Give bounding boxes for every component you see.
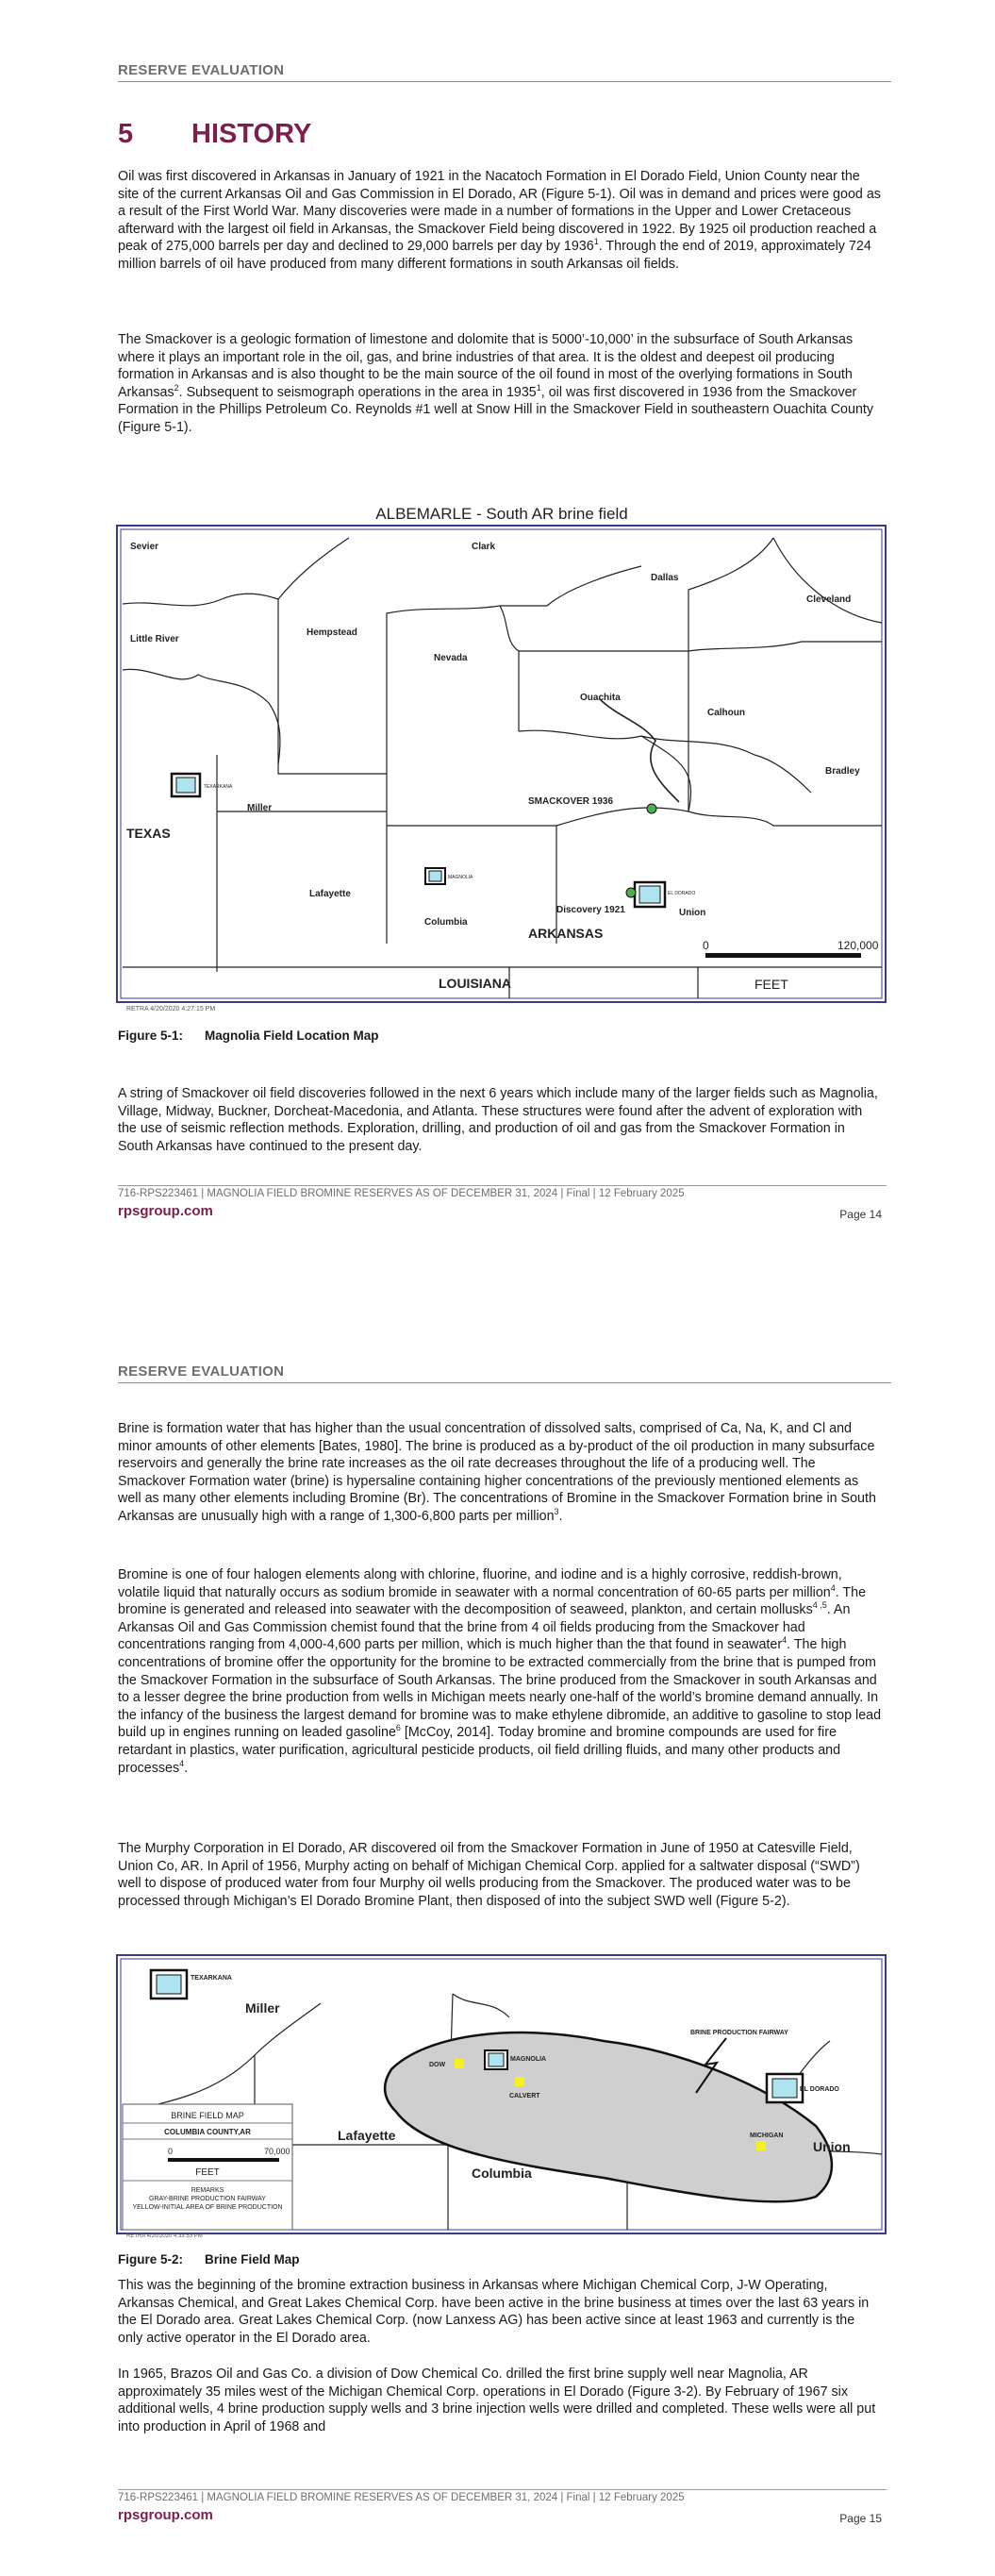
- footer-site-link[interactable]: rpsgroup.com: [118, 1203, 213, 1219]
- svg-text:EL DORADO: EL DORADO: [800, 2086, 839, 2093]
- county-label: Nevada: [434, 653, 468, 663]
- footer-reference: 716-RPS223461 | MAGNOLIA FIELD BROMINE RESERVES AS OF DECEMBER 31, 2024 | Final | 12 February 2025: [118, 1188, 685, 1199]
- svg-text:REMARKS: REMARKS: [191, 2187, 224, 2194]
- county-label: Miller: [245, 2000, 280, 2016]
- county-label: Lafayette: [309, 889, 351, 899]
- brine-map-legend: [123, 2104, 292, 2230]
- svg-text:EL DORADO: EL DORADO: [668, 891, 696, 896]
- county-label: Sevier: [130, 542, 159, 552]
- map-title: ALBEMARLE - South AR brine field: [375, 505, 628, 523]
- state-label: ARKANSAS: [528, 926, 604, 941]
- michigan-point-icon: [756, 2141, 766, 2150]
- page-header: RESERVE EVALUATION: [118, 62, 891, 82]
- section-title: HISTORY: [191, 119, 312, 149]
- county-label: Miller: [247, 803, 273, 813]
- discovery-1921-label: Discovery 1921: [556, 905, 625, 915]
- county-label: Clark: [472, 542, 496, 552]
- svg-text:CALVERT: CALVERT: [509, 2093, 540, 2099]
- dow-point-icon: [455, 2059, 464, 2068]
- svg-text:BRINE FIELD MAP: BRINE FIELD MAP: [171, 2111, 244, 2120]
- paragraph-extraction-business: This was the beginning of the bromine extraction business in Arkansas where Michigan Chemical Corp, J-W Operating, Arkansas Chemical, and Great Lakes Chemical Corp. have been active in the brine business at times over the last 63 years in the El Dorado area. Great Lakes Chemical Corp. (now Lanxess AG) has been active since at least 1963 and currently is the only active operator in the El Dorado area.: [118, 2278, 870, 2346]
- brine-field-map: [113, 1951, 891, 2239]
- svg-text:70,000: 70,000: [264, 2147, 290, 2156]
- calvert-point-icon: [515, 2077, 524, 2086]
- footer-site-link[interactable]: rpsgroup.com: [118, 2507, 213, 2523]
- smackover-1936-label: SMACKOVER 1936: [528, 796, 614, 807]
- state-label: LOUISIANA: [439, 976, 511, 991]
- county-label: Calhoun: [707, 708, 745, 718]
- svg-text:MICHIGAN: MICHIGAN: [750, 2133, 784, 2139]
- paragraph-dow-1965: In 1965, Brazos Oil and Gas Co. a division of Dow Chemical Co. drilled the first brine supply well near Magnolia, AR approximately 35 miles west of the Michigan Chemical Corp. operations in El Dorado (Figure 3-2). By February of 1967 six additional wells, 4 brine production supply wells and 3 brine injection wells were drilled and completed. These wells were all put into production in April of 1968 and: [118, 2367, 876, 2434]
- paragraph-murphy: The Murphy Corporation in El Dorado, AR discovered oil from the Smackover Formation in June of 1950 at Catesville Field, Union Co, AR. In April of 1956, Murphy acting on behalf of Michigan Chemical Corp. applied for a saltwater disposal (“SWD”) well to dispose of produced water from four Murphy oil wells producing from the Smackover. The produced water was to be processed through Michigan’s El Dorado Bromine Plant, then disposed of into the subject SWD well (Figure 5-2).: [118, 1841, 860, 1909]
- county-label: Union: [813, 2139, 851, 2154]
- map2-stamp: RETRA 4/20/2020 4:33:53 PM: [126, 2233, 203, 2239]
- svg-text:DOW: DOW: [429, 2062, 446, 2068]
- state-label: TEXAS: [126, 826, 171, 841]
- paragraph-oil-discovery: Oil was first discovered in Arkansas in January of 1921 in the Nacatoch Formation in El Dorado Field, Union County near the site of the current Arkansas Oil and Gas Commission in El Dorado, AR (Figure 5-1). Oil was in demand and prices were good as a result of the First World War. Many discoveries were made in a number of formations in the Upper and Lower Cretaceous afterward with the largest oil field in Arkansas, the Smackover Field being discovered in 1922. By 1925 oil production reached a peak of 275,000 barrels per day and declined to 29,000 barrels per day by 1936$^1$. Through the end of 2019, approximately 724 million barrels of oil have produced from many different formations in south Arkansas oil fields.: [118, 169, 881, 272]
- svg-text:MAGNOLIA: MAGNOLIA: [448, 875, 473, 880]
- svg-text:COLUMBIA COUNTY,AR: COLUMBIA COUNTY,AR: [164, 2128, 251, 2136]
- county-label: Hempstead: [307, 627, 357, 638]
- svg-text:0: 0: [168, 2147, 174, 2156]
- map1-stamp: RETRA 4/20/2020 4:27:15 PM: [126, 1006, 216, 1012]
- page-header: RESERVE EVALUATION: [118, 1363, 891, 1383]
- county-label: Ouachita: [580, 693, 621, 703]
- county-label: Union: [679, 908, 706, 918]
- figure-5-1-caption: Figure 5-1: Magnolia Field Location Map: [118, 1029, 379, 1043]
- svg-text:0: 0: [703, 939, 709, 952]
- paragraph-bromine: Bromine is one of four halogen elements along with chlorine, fluorine, and iodine and is a highly corrosive, reddish-brown, volatile liquid that naturally occurs as sodium bromide in seawater with a normal concentration of 60-65 parts per million$^4$. The bromine is generated and released into seawater with the decomposition of seaweed, plankton, and certain mollusks$^{4 ,5}$. An Arkansas Oil and Gas Commission chemist found that the brine from 4 oil fields producing from the Smackover had concentrations ranging from 4,000-4,600 parts per million, which is much higher than the that found in seawater$^4$. The high concentrations of bromine offer the opportunity for the bromine to be extracted commercially from the brine that is pumped from the Smackover Formation in the subsurface of South Arkansas. The brine produced from the Smackover in south Arkansas and to a lesser degree the brine production from wells in Michigan meets nearly one-half of the world’s bromine demand annually. In the infancy of the business the largest demand for bromine was to make ethylene dibromide, an additive to gasoline to stop lead build up in engines running on leaded gasoline$^6$ [McCoy, 2014]. Today bromine and bromine compounds are used for fire retardant in plastics, water purification, agricultural pesticide products, oil field drilling fluids, and many other products and processes$^4$.: [118, 1567, 882, 1776]
- svg-text:TEXARKANA: TEXARKANA: [191, 1975, 232, 1982]
- section-heading: [118, 119, 311, 150]
- svg-text:GRAY-BRINE PRODUCTION FAIRWAY: GRAY-BRINE PRODUCTION FAIRWAY: [149, 2196, 266, 2202]
- magnolia-location-map: [113, 500, 891, 1014]
- paragraph-brine: Brine is formation water that has higher than the usual concentration of dissolved salts, comprised of Ca, Na, K, and Cl and minor amounts of other elements [Bates, 1980]. The brine is produced as a by-product of the oil production in many subsurface reservoirs and generally the brine rate increases as the oil rate decreases throughout the life of a producing well. The Smackover Formation water (brine) is hypersaline containing higher concentrations of the previously mentioned elements as well as many other elements including Bromine (Br). The concentrations of Bromine in the Smackover Formation brine in South Arkansas are unusually high with a range of 1,300-6,800 parts per million$^3$.: [118, 1421, 876, 1524]
- fairway-label: BRINE PRODUCTION FAIRWAY: [690, 2030, 788, 2036]
- footer-reference: 716-RPS223461 | MAGNOLIA FIELD BROMINE RESERVES AS OF DECEMBER 31, 2024 | Final | 12 February 2025: [118, 2492, 685, 2503]
- svg-text:120,000: 120,000: [837, 939, 879, 952]
- county-label: Cleveland: [806, 594, 852, 605]
- svg-text:MAGNOLIA: MAGNOLIA: [510, 2056, 547, 2063]
- paragraph-discoveries: A string of Smackover oil field discoveries followed in the next 6 years which include many of the larger fields such as Magnolia, Village, Midway, Buckner, Dorcheat-Macedonia, and Atlanta. These structures were found after the advent of exploration with the use of seismic reflection methods. Exploration, drilling, and production of oil and gas from the Smackover Formation in South Arkansas have continued to the present day.: [118, 1086, 878, 1154]
- smackover-1936-point-icon: [647, 804, 656, 813]
- county-label: Dallas: [651, 573, 679, 583]
- county-label: Columbia: [424, 917, 468, 928]
- svg-text:TEXARKANA: TEXARKANA: [204, 784, 233, 790]
- svg-text:FEET: FEET: [755, 977, 788, 992]
- discovery-1921-point-icon: [626, 888, 636, 897]
- page-number: Page 14: [839, 1208, 882, 1221]
- county-label: Bradley: [825, 766, 860, 777]
- svg-text:YELLOW-INITIAL AREA OF BRINE: YELLOW-INITIAL AREA OF BRINE PRODUCTION: [132, 2204, 283, 2211]
- page-number: Page 15: [839, 2512, 882, 2525]
- svg-text:FEET: FEET: [195, 2167, 220, 2178]
- figure-5-2-caption: Figure 5-2: Brine Field Map: [118, 2252, 300, 2267]
- county-label: Little River: [130, 634, 179, 644]
- county-label: Lafayette: [338, 2128, 396, 2143]
- county-label: Columbia: [472, 2166, 532, 2181]
- paragraph-smackover: The Smackover is a geologic formation of limestone and dolomite that is 5000’-10,000’ in the subsurface of South Arkansas where it plays an important role in the oil, gas, and brine industries of that area. It is the oldest and deepest oil producing formation in Arkansas and is also thought to be the main source of the oil found in most of the overlying formations in South Arkansas$^2$. Subsequent to seismograph operations in the area in 1935$^1$, oil was first discovered in 1936 from the Smackover Formation in the Phillips Petroleum Co. Reynolds #1 well at Snow Hill in the Smackover Field in southeastern Ouachita County (Figure 5-1).: [118, 332, 874, 435]
- section-number: 5: [118, 119, 134, 149]
